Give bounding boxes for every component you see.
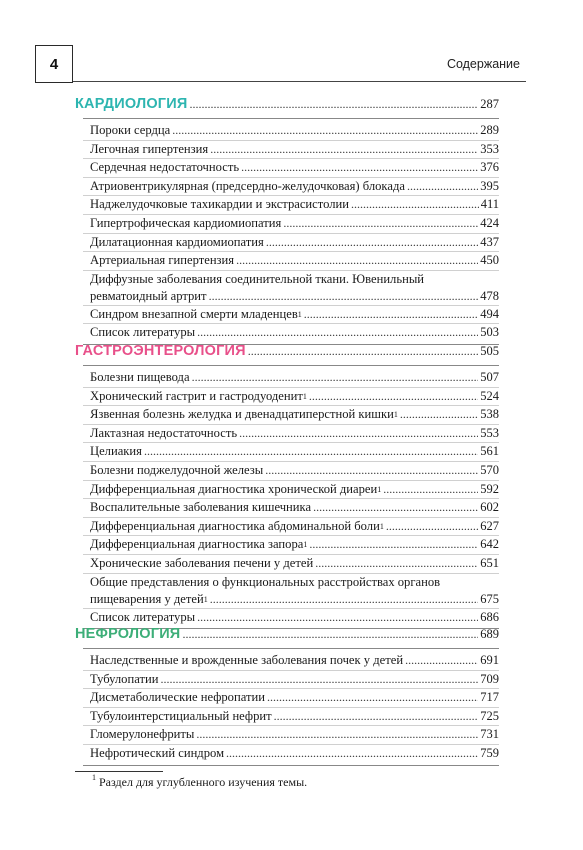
entry-page-number: 353 <box>480 141 499 156</box>
section-heading[interactable] <box>75 343 499 362</box>
entry-title: Гломерулонефриты <box>90 727 195 742</box>
header-rule <box>73 81 526 82</box>
entry-page-number: 524 <box>480 388 499 403</box>
toc-entry[interactable] <box>83 461 499 480</box>
entry-title: Сердечная недостаточность <box>90 160 240 175</box>
dot-leader <box>209 288 479 305</box>
toc-entry[interactable] <box>83 140 499 159</box>
entry-title: Наследственные и врожденные заболевания почек у детей <box>90 653 404 667</box>
entry-page-number: 289 <box>480 123 499 137</box>
toc-entry[interactable]: Дифференциальная диагностика хронической диареи $^1$ ..... 592 <box>83 480 499 499</box>
page-number: 4 <box>35 45 73 83</box>
dot-leader <box>274 708 479 726</box>
dot-leader <box>304 306 478 324</box>
dot-leader <box>383 481 478 499</box>
entry-title: Дилатационная кардиомиопатия <box>90 234 264 249</box>
entry-page-number: 691 <box>480 653 499 667</box>
entry-title: Дифференциальная диагностика запора <box>90 537 304 552</box>
entry-title: Тубулоинтерстициальный нефрит <box>90 708 272 723</box>
entry-title-line1: Общие представления о функциональных расстройствах органов <box>90 574 441 589</box>
dot-leader <box>241 159 478 177</box>
footnote-rule <box>75 771 163 772</box>
entry-title: Воспалительные заболевания кишечника <box>90 500 312 515</box>
entry-title: Список литературы <box>90 325 196 340</box>
section-entries <box>83 365 499 629</box>
entry-title: Синдром внезапной смерти младенцев <box>90 306 298 321</box>
section-nephrology <box>75 626 499 766</box>
dot-leader <box>197 609 478 627</box>
entry-title-line1: Диффузные заболевания соединительной ткани. Ювенильный <box>90 271 425 286</box>
dot-leader <box>386 518 478 536</box>
entry-title: Хронические заболевания печени у детей <box>90 555 314 570</box>
toc-entry[interactable] <box>83 608 499 627</box>
entry-page-number: 651 <box>480 555 499 570</box>
dot-leader <box>189 97 478 112</box>
dot-leader <box>239 425 478 443</box>
entry-title: Болезни поджелудочной железы <box>90 462 264 477</box>
dot-leader <box>266 234 478 252</box>
running-header-title: Содержание <box>446 57 520 71</box>
dot-leader <box>313 499 478 517</box>
toc-entry[interactable] <box>83 323 499 342</box>
entry-page-number: 561 <box>480 444 499 459</box>
entry-page-number: 424 <box>480 215 499 230</box>
dot-leader <box>267 689 478 707</box>
toc-entry[interactable] <box>83 707 499 726</box>
toc-entry[interactable]: Язвенная болезнь желудка и двенадцатиперстной кишки $^1$ ..... 538 <box>83 405 499 424</box>
entry-page-number: 570 <box>480 462 499 477</box>
section-page-number: 505 <box>480 344 499 358</box>
entry-title: Целиакия <box>90 444 142 459</box>
entry-page-number: 725 <box>480 708 499 723</box>
section-title: КАРДИОЛОГИЯ <box>75 96 188 112</box>
entry-page-number: 642 <box>480 537 499 552</box>
toc-entry[interactable] <box>83 744 499 763</box>
entry-page-number: 503 <box>480 325 499 340</box>
entry-title: Дифференциальная диагностика хронической диареи <box>90 481 378 496</box>
entry-page-number: 759 <box>480 745 499 760</box>
toc-entry[interactable]: Дифференциальная диагностика запора $^1$ ..... 642 <box>83 535 499 554</box>
dot-leader <box>226 745 478 763</box>
toc-entry[interactable] <box>83 122 499 140</box>
dot-leader <box>192 369 479 387</box>
entry-page-number: 717 <box>480 690 499 705</box>
entry-title: Легочная гипертензия <box>90 141 209 156</box>
entry-page-number: 494 <box>480 306 499 321</box>
toc-entry[interactable]: Синдром внезапной смерти младенцев $^1$ ..... 494 <box>83 305 499 324</box>
toc-entry[interactable]: Хронический гастрит и гастродуоденит $^1$ ..... 524 <box>83 387 499 406</box>
toc-entry[interactable] <box>83 195 499 214</box>
entry-title: Пороки сердца <box>90 123 171 137</box>
section-entries <box>83 648 499 766</box>
section-cardiology <box>75 96 499 345</box>
section-gastroenterology <box>75 343 499 629</box>
dot-leader <box>283 215 478 233</box>
section-heading[interactable] <box>75 626 499 645</box>
entry-page-number: 450 <box>480 253 499 268</box>
entry-page-number: 395 <box>480 178 499 193</box>
dot-leader <box>182 627 478 642</box>
toc-entry[interactable] <box>83 725 499 744</box>
dot-leader <box>144 443 478 461</box>
entry-title: Наджелудочковые тахикардии и экстрасистолии <box>90 197 349 212</box>
toc-entry[interactable] <box>83 498 499 517</box>
toc-entry[interactable] <box>83 270 499 305</box>
toc-entry[interactable] <box>83 233 499 252</box>
entry-title-line2: пищеварения у детей <box>90 591 204 606</box>
section-entries <box>83 118 499 345</box>
toc-entry[interactable] <box>83 554 499 573</box>
dot-leader <box>309 536 478 554</box>
dot-leader <box>405 652 478 670</box>
entry-title: Лактазная недостаточность <box>90 425 238 440</box>
entry-page-number: 553 <box>480 425 499 440</box>
entry-title: Дисметаболические нефропатии <box>90 690 265 705</box>
entry-title: Артериальная гипертензия <box>90 253 235 268</box>
toc-entry[interactable] <box>83 177 499 196</box>
toc-entry[interactable] <box>83 424 499 443</box>
dot-leader <box>248 344 478 359</box>
entry-page-number: 675 <box>480 591 499 606</box>
entry-page-number: 709 <box>480 671 499 686</box>
dot-leader <box>309 388 478 406</box>
toc-entry[interactable]: Дифференциальная диагностика абдоминальной боли $^1$ ..... 627 <box>83 517 499 536</box>
toc-entry[interactable] <box>83 214 499 233</box>
entry-page-number: 411 <box>480 197 499 212</box>
entry-page-number: 538 <box>480 407 499 422</box>
toc-entry[interactable] <box>83 652 499 670</box>
footnote-text: Раздел для углубленного изучения темы. <box>99 775 308 789</box>
dot-leader <box>351 196 479 214</box>
dot-leader <box>407 178 478 196</box>
entry-title: Тубулопатии <box>90 671 159 686</box>
entry-title: Хронический гастрит и гастродуоденит <box>90 388 303 403</box>
toc-entry[interactable] <box>83 688 499 707</box>
entry-page-number: 592 <box>480 481 499 496</box>
entry-title: Нефротический синдром <box>90 745 225 760</box>
dot-leader <box>236 252 478 270</box>
entry-page-number: 627 <box>480 518 499 533</box>
toc-entry[interactable] <box>83 670 499 689</box>
entry-title: Болезни пищевода <box>90 370 190 384</box>
footnote <box>92 775 307 790</box>
dot-leader <box>160 671 478 689</box>
entry-page-number: 478 <box>480 288 499 303</box>
toc-entry[interactable] <box>83 369 499 387</box>
dot-leader <box>400 406 478 424</box>
footnote-mark: 1 <box>92 773 96 782</box>
toc-entry[interactable] <box>83 442 499 461</box>
dot-leader <box>265 462 478 480</box>
entry-title: Язвенная болезнь желудка и двенадцатиперстной кишки <box>90 407 394 422</box>
section-heading[interactable] <box>75 96 499 115</box>
section-page-number: 689 <box>480 627 499 641</box>
section-title: ГАСТРОЭНТЕРОЛОГИЯ <box>75 343 246 359</box>
toc-entry[interactable]: Общие представления о функциональных расстройствах органов пищеварения у детей $^1$ ..... 675 <box>83 573 499 608</box>
entry-page-number: 507 <box>480 370 499 384</box>
entry-page-number: 731 <box>480 727 499 742</box>
entry-page-number: 686 <box>480 609 499 624</box>
entry-page-number: 602 <box>480 500 499 515</box>
dot-leader <box>197 324 478 342</box>
toc-entry[interactable] <box>83 251 499 270</box>
entry-title: Гипертрофическая кардиомиопатия <box>90 215 282 230</box>
entry-page-number: 437 <box>480 234 499 249</box>
entry-title: Атриовентрикулярная (предсердно-желудочковая) блокада <box>90 178 405 193</box>
entry-title: Список литературы <box>90 609 196 624</box>
entry-title-line2: ревматоидный артрит <box>90 288 207 303</box>
entry-page-number: 376 <box>480 160 499 175</box>
section-title: НЕФРОЛОГИЯ <box>75 626 181 642</box>
dot-leader <box>315 555 478 573</box>
section-page-number: 287 <box>480 97 499 111</box>
entry-title: Дифференциальная диагностика абдоминальной боли <box>90 518 380 533</box>
dot-leader <box>210 591 479 608</box>
dot-leader <box>172 122 478 140</box>
toc-entry[interactable] <box>83 158 499 177</box>
dot-leader <box>196 726 478 744</box>
dot-leader <box>210 141 478 159</box>
